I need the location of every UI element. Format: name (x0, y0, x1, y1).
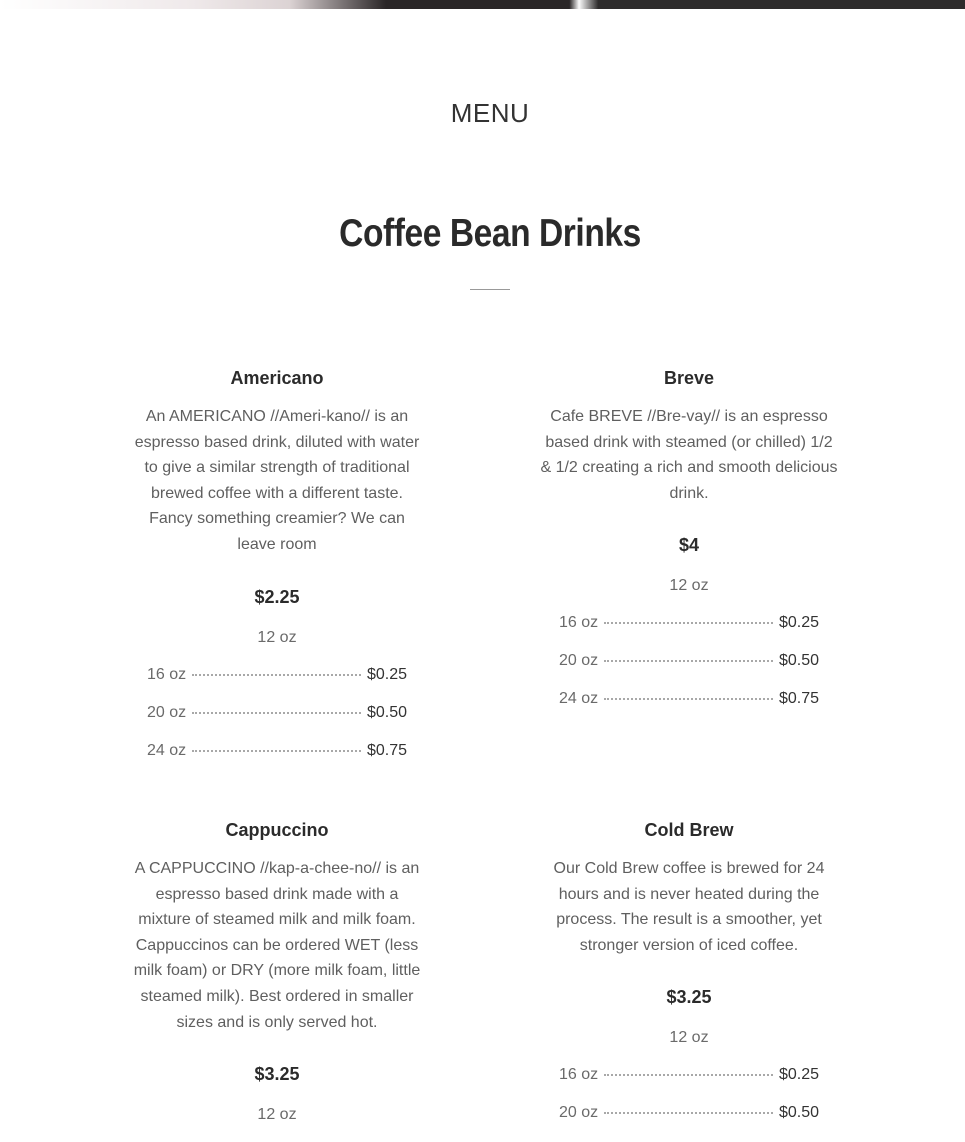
item-base-size: 12 oz (669, 577, 709, 595)
title-divider (470, 289, 510, 290)
item-name: Cappuccino (225, 820, 329, 840)
size-addon-row (147, 666, 407, 704)
item-price: $3.25 (254, 1064, 300, 1085)
addon-price: $0.50 (778, 652, 819, 670)
size-addon-row (559, 652, 819, 690)
menu-item-cappuccino (122, 818, 432, 1125)
size-addons-list (147, 666, 407, 780)
item-description: Our Cold Brew coffee is brewed for 24 hours and is never heated during the process. The result is a smoother, yet stronger version of iced coffee. (553, 860, 825, 954)
addon-size: 16 oz (559, 614, 599, 632)
size-addon-row (559, 690, 819, 728)
addon-price: $0.75 (778, 690, 819, 708)
size-addon-row (147, 704, 407, 742)
addon-size: 20 oz (559, 652, 599, 670)
dot-leader (192, 712, 361, 714)
item-name: Breve (663, 368, 715, 388)
item-base-size: 12 oz (669, 1029, 709, 1047)
item-price: $4 (678, 535, 700, 556)
addon-size: 20 oz (147, 703, 187, 721)
addon-size: 20 oz (559, 1104, 599, 1122)
section-title: Coffee Bean Drinks (339, 212, 641, 255)
dot-leader (604, 698, 773, 700)
dot-leader (604, 1074, 773, 1076)
menu-heading: MENU (450, 98, 530, 128)
item-price: $3.25 (666, 987, 712, 1008)
size-addon-row (559, 614, 819, 652)
addon-size: 24 oz (559, 690, 599, 708)
addon-price: $0.50 (778, 1104, 819, 1122)
dot-leader (192, 750, 361, 752)
item-base-size: 12 oz (257, 1106, 297, 1124)
size-addon-row (559, 1104, 819, 1142)
addon-size: 24 oz (147, 741, 187, 759)
dot-leader (604, 1112, 773, 1114)
menu-item-breve (534, 366, 844, 728)
dot-leader (192, 674, 361, 676)
item-name: Americano (230, 368, 324, 388)
addon-size: 16 oz (147, 665, 187, 683)
menu-item-cold-brew (534, 818, 844, 1142)
item-price: $2.25 (254, 586, 300, 607)
item-description: Cafe BREVE //Bre-vay// is an espresso based drink with steamed (or chilled) 1/2 & 1/2 creating a rich and smooth delicious drink. (540, 408, 838, 502)
item-name: Cold Brew (644, 820, 734, 840)
addon-size: 16 oz (559, 1066, 599, 1084)
menu-item-americano (122, 366, 432, 780)
addon-price: $0.75 (366, 741, 407, 759)
item-base-size: 12 oz (257, 628, 297, 646)
size-addon-row (559, 1066, 819, 1104)
addon-price: $0.50 (366, 703, 407, 721)
size-addons-list (559, 614, 819, 728)
addon-price: $0.25 (778, 614, 819, 632)
addon-price: $0.25 (778, 1066, 819, 1084)
size-addons-list (559, 1066, 819, 1142)
addon-price: $0.25 (366, 665, 407, 683)
dot-leader (604, 660, 773, 662)
dot-leader (604, 622, 773, 624)
item-description: An AMERICANO //Ameri-kano// is an espresso based drink, diluted with water to give a similar strength of traditional brewed coffee with a different taste. Fancy something creamier? We can leave room (134, 408, 420, 553)
header-image-strip (0, 0, 965, 9)
item-description: A CAPPUCCINO //kap-a-chee-no// is an espresso based drink made with a mixture of steamed milk and milk foam. Cappuccinos can be ordered WET (less milk foam) or DRY (more milk foam, little steamed milk). Best ordered in smaller sizes and is only served hot. (133, 860, 421, 1031)
size-addon-row (147, 742, 407, 780)
